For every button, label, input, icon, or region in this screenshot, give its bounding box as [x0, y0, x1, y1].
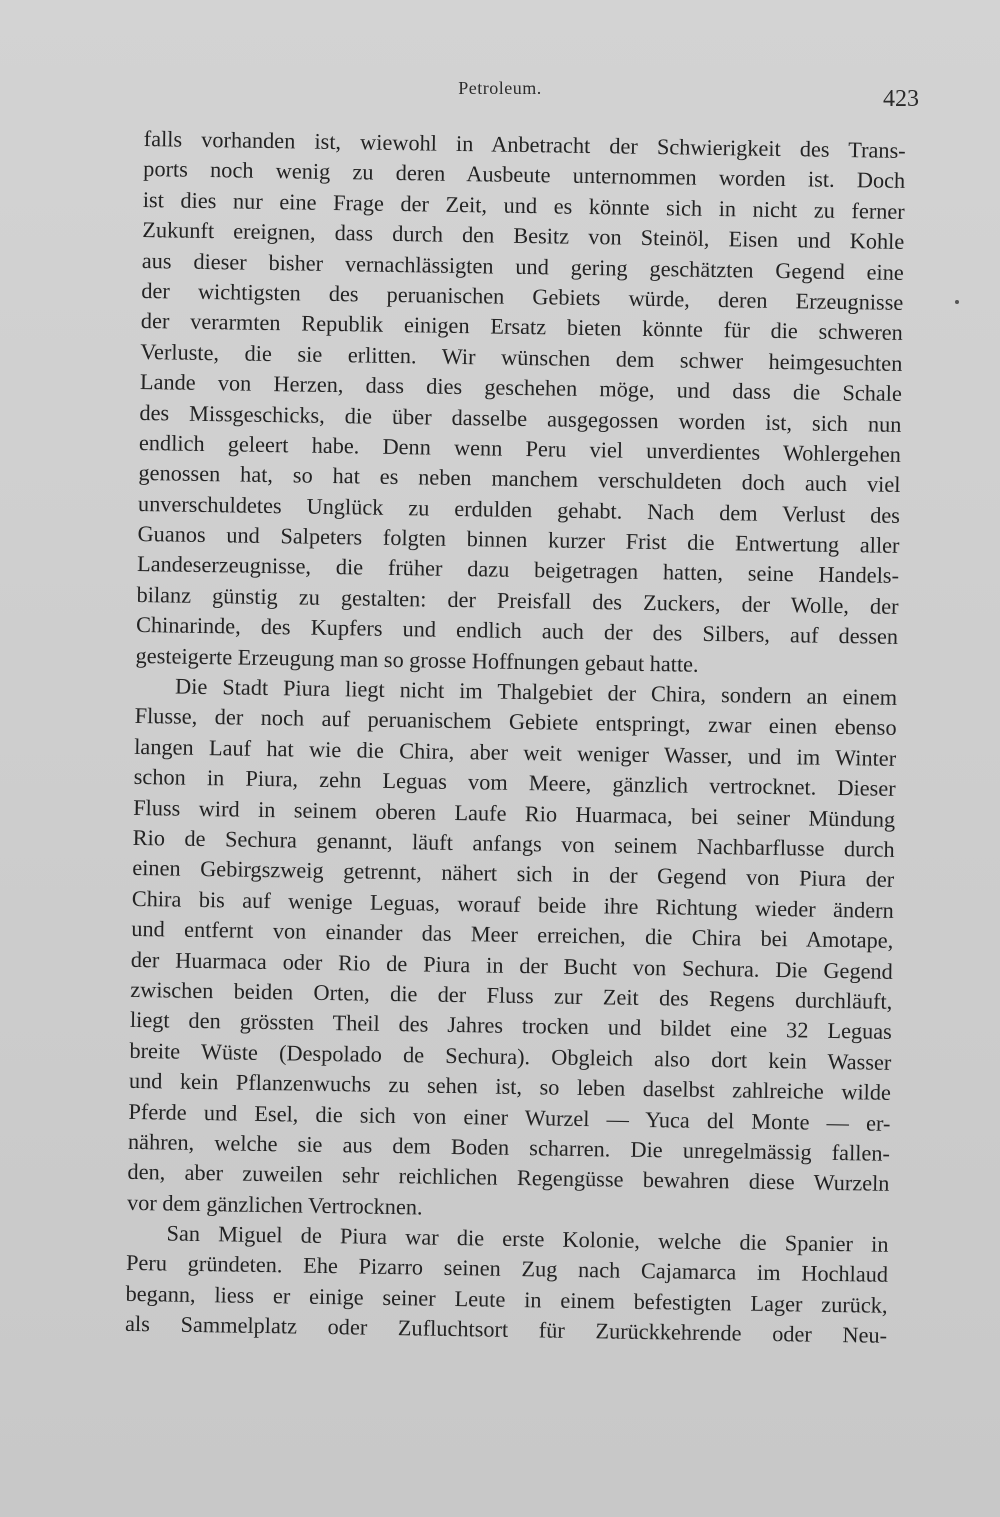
text-line: liegt den grössten Theil des Jahres trocken und bildet eine 32 Leguas	[129, 1007, 893, 1045]
text-line: Lande von Herzen, dass dies geschehen möge, und dass die Schale	[139, 369, 903, 407]
text-line: falls vorhanden ist, wiewohl in Anbetracht der Schwierigkeit des Trans-	[143, 125, 906, 163]
text-line: der Huarmaca oder Rio de Piura in der Bucht von Sechura. Die Gegend	[130, 946, 893, 984]
text-line: Rio de Sechura genannt, läuft anfangs von seinem Nachbarflusse durch	[132, 824, 895, 862]
text-line: Chira bis auf wenige Leguas, worauf beide ihre Richtung wieder ändern	[131, 885, 894, 923]
text-line: als Sammelplatz oder Zufluchtsort für Zurückkehrende oder Neu-	[124, 1311, 888, 1349]
text-line: aus dieser bisher vernachlässigten und gering geschätzten Gegend eine	[141, 247, 904, 285]
text-line: langen Lauf hat wie die Chira, aber weit weniger Wasser, und im Winter	[134, 733, 897, 771]
text-line: Peru gründeten. Ehe Pizarro seinen Zug nach Cajamarca im Hochlaud	[125, 1250, 889, 1288]
text-line: gesteigerte Erzeugung man so grosse Hoffnungen gebaut hatte.	[135, 642, 699, 677]
text-line: und kein Pflanzenwuchs zu sehen ist, so leben daselbst zahlreiche wilde	[128, 1067, 892, 1105]
text-line: Verluste, die sie erlitten. Wir wünschen dem schwer heimgesuchten	[140, 338, 903, 376]
paragraph-3	[125, 1218, 889, 1352]
text-line: den, aber zuweilen sehr reichlichen Regengüsse bewahren diese Wurzeln	[127, 1159, 890, 1197]
text-line: Pferde und Esel, die sich von einer Wurzel — Yuca del Monte — er-	[128, 1098, 891, 1136]
text-line: Fluss wird in seinem oberen Laufe Rio Huarmaca, bei seiner Mündung	[133, 794, 896, 832]
page-number: 423	[883, 86, 919, 112]
text-line: bilanz günstig zu gestalten: der Preisfall des Zuckers, der Wolle, der	[136, 581, 899, 619]
text-line: zwischen beiden Orten, die der Fluss zur Zeit des Regens durchläuft,	[130, 976, 893, 1014]
text-line: begann, liess er einige seiner Leute in einem befestigten Lager zurück,	[125, 1280, 888, 1318]
text-line: schon in Piura, zehn Leguas vom Meere, gänzlich vertrocknet. Dieser	[133, 764, 896, 802]
text-line: ports noch wenig zu deren Ausbeute unternommen worden ist. Doch	[143, 156, 906, 194]
text-line: breite Wüste (Despolado de Sechura). Obgleich also dort kein Wasser	[129, 1037, 892, 1075]
text-line: Flusse, der noch auf peruanischem Gebiete entspringt, zwar einen ebenso	[134, 703, 897, 741]
text-line: Zukunft ereignen, dass durch den Besitz von Steinöl, Eisen und Kohle	[142, 217, 905, 255]
text-line: der wichtigsten des peruanischen Gebiets würde, deren Erzeugnisse	[141, 277, 904, 315]
text-line: Die Stadt Piura liegt nicht im Thalgebiet der Chira, sondern an einem	[174, 673, 898, 710]
text-line: genossen hat, so hat es neben manchem verschuldeten doch auch viel	[138, 460, 901, 498]
text-line: des Missgeschicks, die über dasselbe ausgegossen worden ist, sich nun	[139, 399, 902, 437]
text-line: und entfernt von einander das Meer erreichen, die Chira bei Amotape,	[131, 916, 894, 954]
text-line: einen Gebirgszweig getrennt, nähert sich in der Gegend von Piura der	[132, 855, 895, 893]
text-line: San Miguel de Piura war die erste Kolonie, welche die Spanier in	[166, 1220, 889, 1257]
text-line: der verarmten Republik einigen Ersatz bieten könnte für die schweren	[140, 308, 904, 346]
text-line: Landeserzeugnisse, die früher dazu beigetragen hatten, seine Handels-	[136, 551, 900, 589]
paragraph-2	[127, 671, 897, 1230]
running-head: Petroleum.	[458, 78, 542, 98]
text-line: unverschuldetes Unglück zu erdulden gehabt. Nach dem Verlust des	[137, 490, 901, 528]
text-line: vor dem gänzlichen Vertrocknen.	[126, 1189, 423, 1220]
text-line: endlich geleert habe. Denn wenn Peru viel unverdientes Wohlergehen	[138, 429, 902, 467]
body-text	[125, 124, 906, 1351]
text-line: nähren, welche sie aus dem Boden scharren. Die unregelmässig fallen-	[127, 1128, 891, 1166]
margin-speck	[955, 300, 959, 304]
text-line: ist dies nur eine Frage der Zeit, und es könnte sich in nicht zu ferner	[142, 186, 905, 224]
text-line: Chinarinde, des Kupfers und endlich auch der des Silbers, auf dessen	[135, 612, 899, 650]
text-line: Guanos und Salpeters folgten binnen kurzer Frist die Entwertung aller	[137, 521, 900, 558]
paragraph-1	[135, 124, 905, 683]
